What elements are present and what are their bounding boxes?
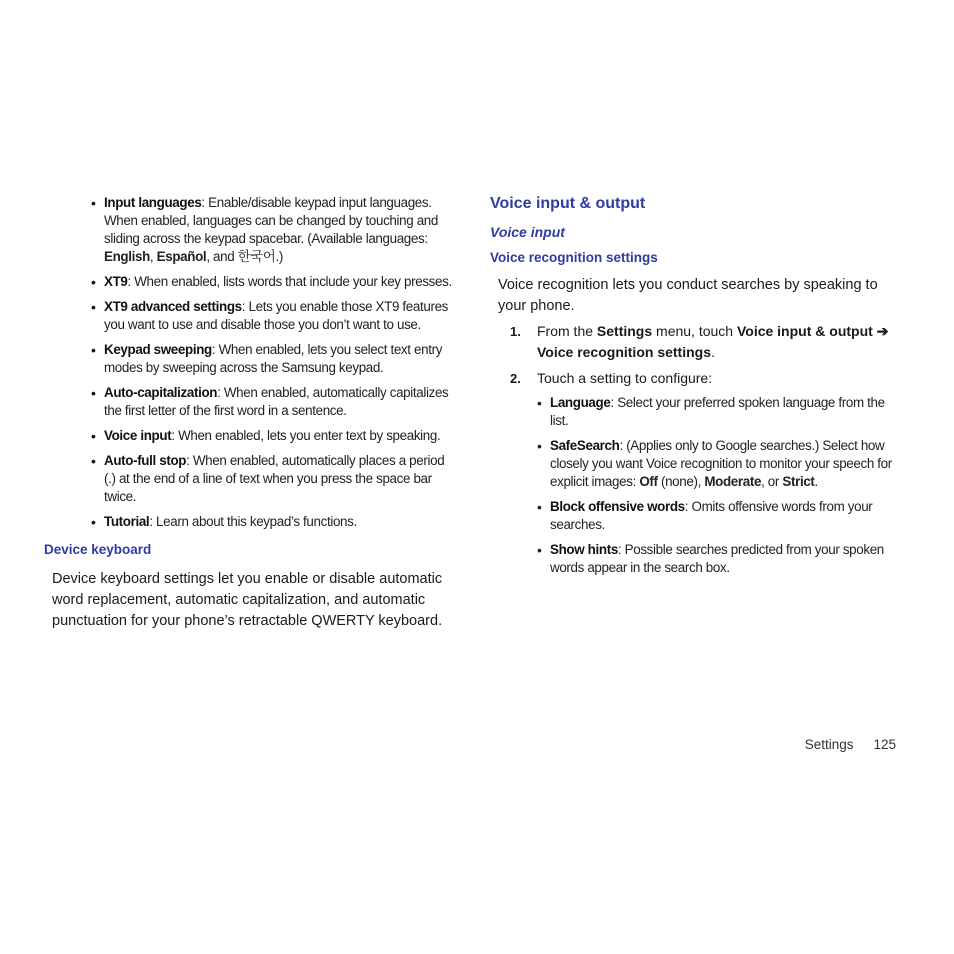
list-item: • Auto-capitalization: When enabled, automatically capitalizes the first letter of the first word in a sentence. <box>44 384 454 420</box>
voice-settings-list <box>490 394 900 577</box>
list-item: • Auto-full stop: When enabled, automatically places a period (.) at the end of a line of text when you press the space bar twice. <box>44 452 454 506</box>
footer-section: Settings <box>804 737 854 752</box>
section-heading: Voice input & output <box>490 195 646 212</box>
list-item: • XT9: When enabled, lists words that include your key presses. <box>44 273 454 291</box>
subsection-heading: Voice input <box>490 224 565 240</box>
page-number: 125 <box>873 737 896 752</box>
list-item: • Show hints: Possible searches predicted from your spoken words appear in the search box. <box>490 541 900 577</box>
device-keyboard-paragraph: Device keyboard settings let you enable or disable automatic word replacement, automatic capitalization, and automatic punctuation for your phone’s retractable QWERTY keyboard. <box>52 571 443 629</box>
list-item: • Voice input: When enabled, lets you enter text by speaking. <box>44 427 454 445</box>
left-column <box>44 194 454 632</box>
minor-heading: Voice recognition settings <box>490 250 658 265</box>
step-item: 1. From the Settings menu, touch Voice input & output ➔ Voice recognition settings. <box>510 323 889 360</box>
keypad-options-list <box>44 194 454 531</box>
list-item: • Input languages: Enable/disable keypad input languages. When enabled, languages can be changed by touching and sliding across the keypad spacebar. (Available languages: English, Español, and 한국어.) <box>44 194 454 266</box>
list-item: • XT9 advanced settings: Lets you enable those XT9 features you want to use and disable those you don’t want to use. <box>44 298 454 334</box>
device-keyboard-heading: Device keyboard <box>44 542 152 557</box>
list-item: • Tutorial: Learn about this keypad’s functions. <box>44 513 454 531</box>
list-item: • Block offensive words: Omits offensive words from your searches. <box>490 498 900 534</box>
list-item: • Keypad sweeping: When enabled, lets you select text entry modes by sweeping across the Samsung keypad. <box>44 341 454 377</box>
intro-paragraph: Voice recognition lets you conduct searches by speaking to your phone. <box>498 277 878 314</box>
steps-list <box>490 321 900 389</box>
list-item: • SafeSearch: (Applies only to Google searches.) Select how closely you want Voice recognition to monitor your speech for explicit images: Off (none), Moderate, or Strict. <box>490 437 900 491</box>
step-item: 2. Touch a setting to configure: <box>510 370 713 386</box>
right-column <box>490 194 900 584</box>
page-footer <box>805 737 896 752</box>
list-item: • Language: Select your preferred spoken language from the list. <box>490 394 900 430</box>
